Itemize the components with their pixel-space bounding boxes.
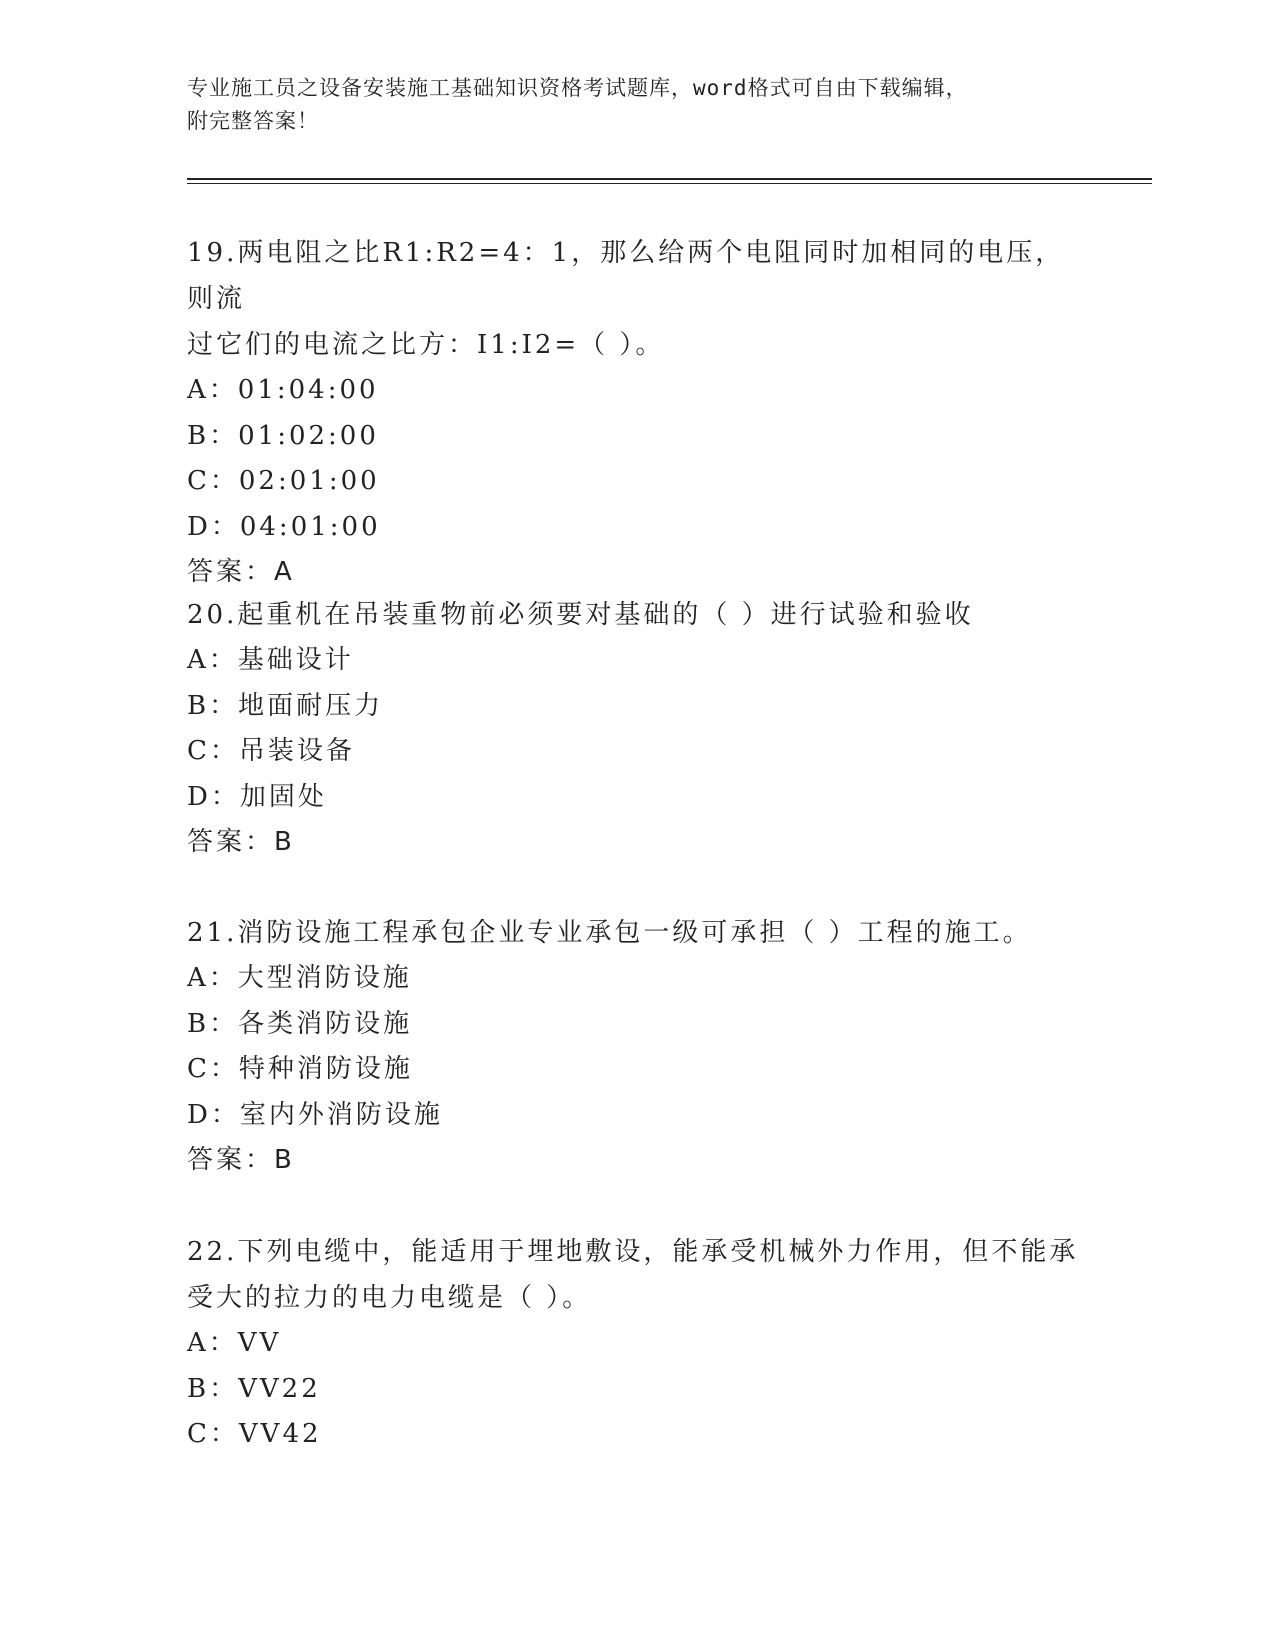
- option-b: B：各类消防设施: [187, 1008, 413, 1039]
- question-21: [187, 910, 1087, 1184]
- option-a: A：大型消防设施: [187, 963, 412, 993]
- option-c: C：吊装设备: [187, 736, 355, 766]
- option-b: B：VV22: [187, 1373, 321, 1404]
- option-b: B：01:02:00: [187, 420, 379, 451]
- question-text-line-1: 22.下列电缆中，能适用于埋地敷设，能承受机械外力作用，但不能承: [187, 1237, 1079, 1267]
- question-text-line-1: 19.两电阻之比R1:R2=4：1，那么给两个电阻同时加相同的电压，则流: [187, 238, 1065, 314]
- question-text-line-2: 受大的拉力的电力电缆是（ ）。: [187, 1283, 592, 1313]
- option-c: C：VV42: [187, 1419, 322, 1449]
- document-header: [187, 72, 1087, 138]
- option-a: A：VV: [187, 1328, 282, 1358]
- header-line-1: 专业施工员之设备安装施工基础知识资格考试题库，word格式可自由下载编辑，: [187, 76, 968, 100]
- option-b: B：地面耐压力: [187, 690, 384, 721]
- question-text-line-2: 过它们的电流之比方：I1:I2=（ ）。: [187, 330, 665, 360]
- option-d: D：室内外消防设施: [187, 1099, 443, 1130]
- answer: 答案：B: [187, 827, 295, 857]
- header-line-2: 附完整答案！: [187, 109, 319, 133]
- question-19: [187, 230, 1087, 596]
- answer: 答案：A: [187, 557, 295, 587]
- header-divider-thin: [187, 183, 1152, 184]
- question-22: [187, 1229, 1087, 1458]
- option-c: C：02:01:00: [187, 466, 380, 496]
- question-20: [187, 592, 1087, 866]
- option-c: C：特种消防设施: [187, 1054, 413, 1084]
- option-d: D：04:01:00: [187, 511, 381, 542]
- answer: 答案：B: [187, 1145, 295, 1175]
- option-a: A：01:04:00: [187, 375, 379, 405]
- option-d: D：加固处: [187, 781, 327, 812]
- option-a: A：基础设计: [187, 645, 354, 675]
- question-text-line-1: 20.起重机在吊装重物前必须要对基础的（ ）进行试验和验收: [187, 600, 974, 630]
- header-divider-thick: [187, 178, 1152, 180]
- question-text-line-1: 21.消防设施工程承包企业专业承包一级可承担（ ）工程的施工。: [187, 918, 1032, 948]
